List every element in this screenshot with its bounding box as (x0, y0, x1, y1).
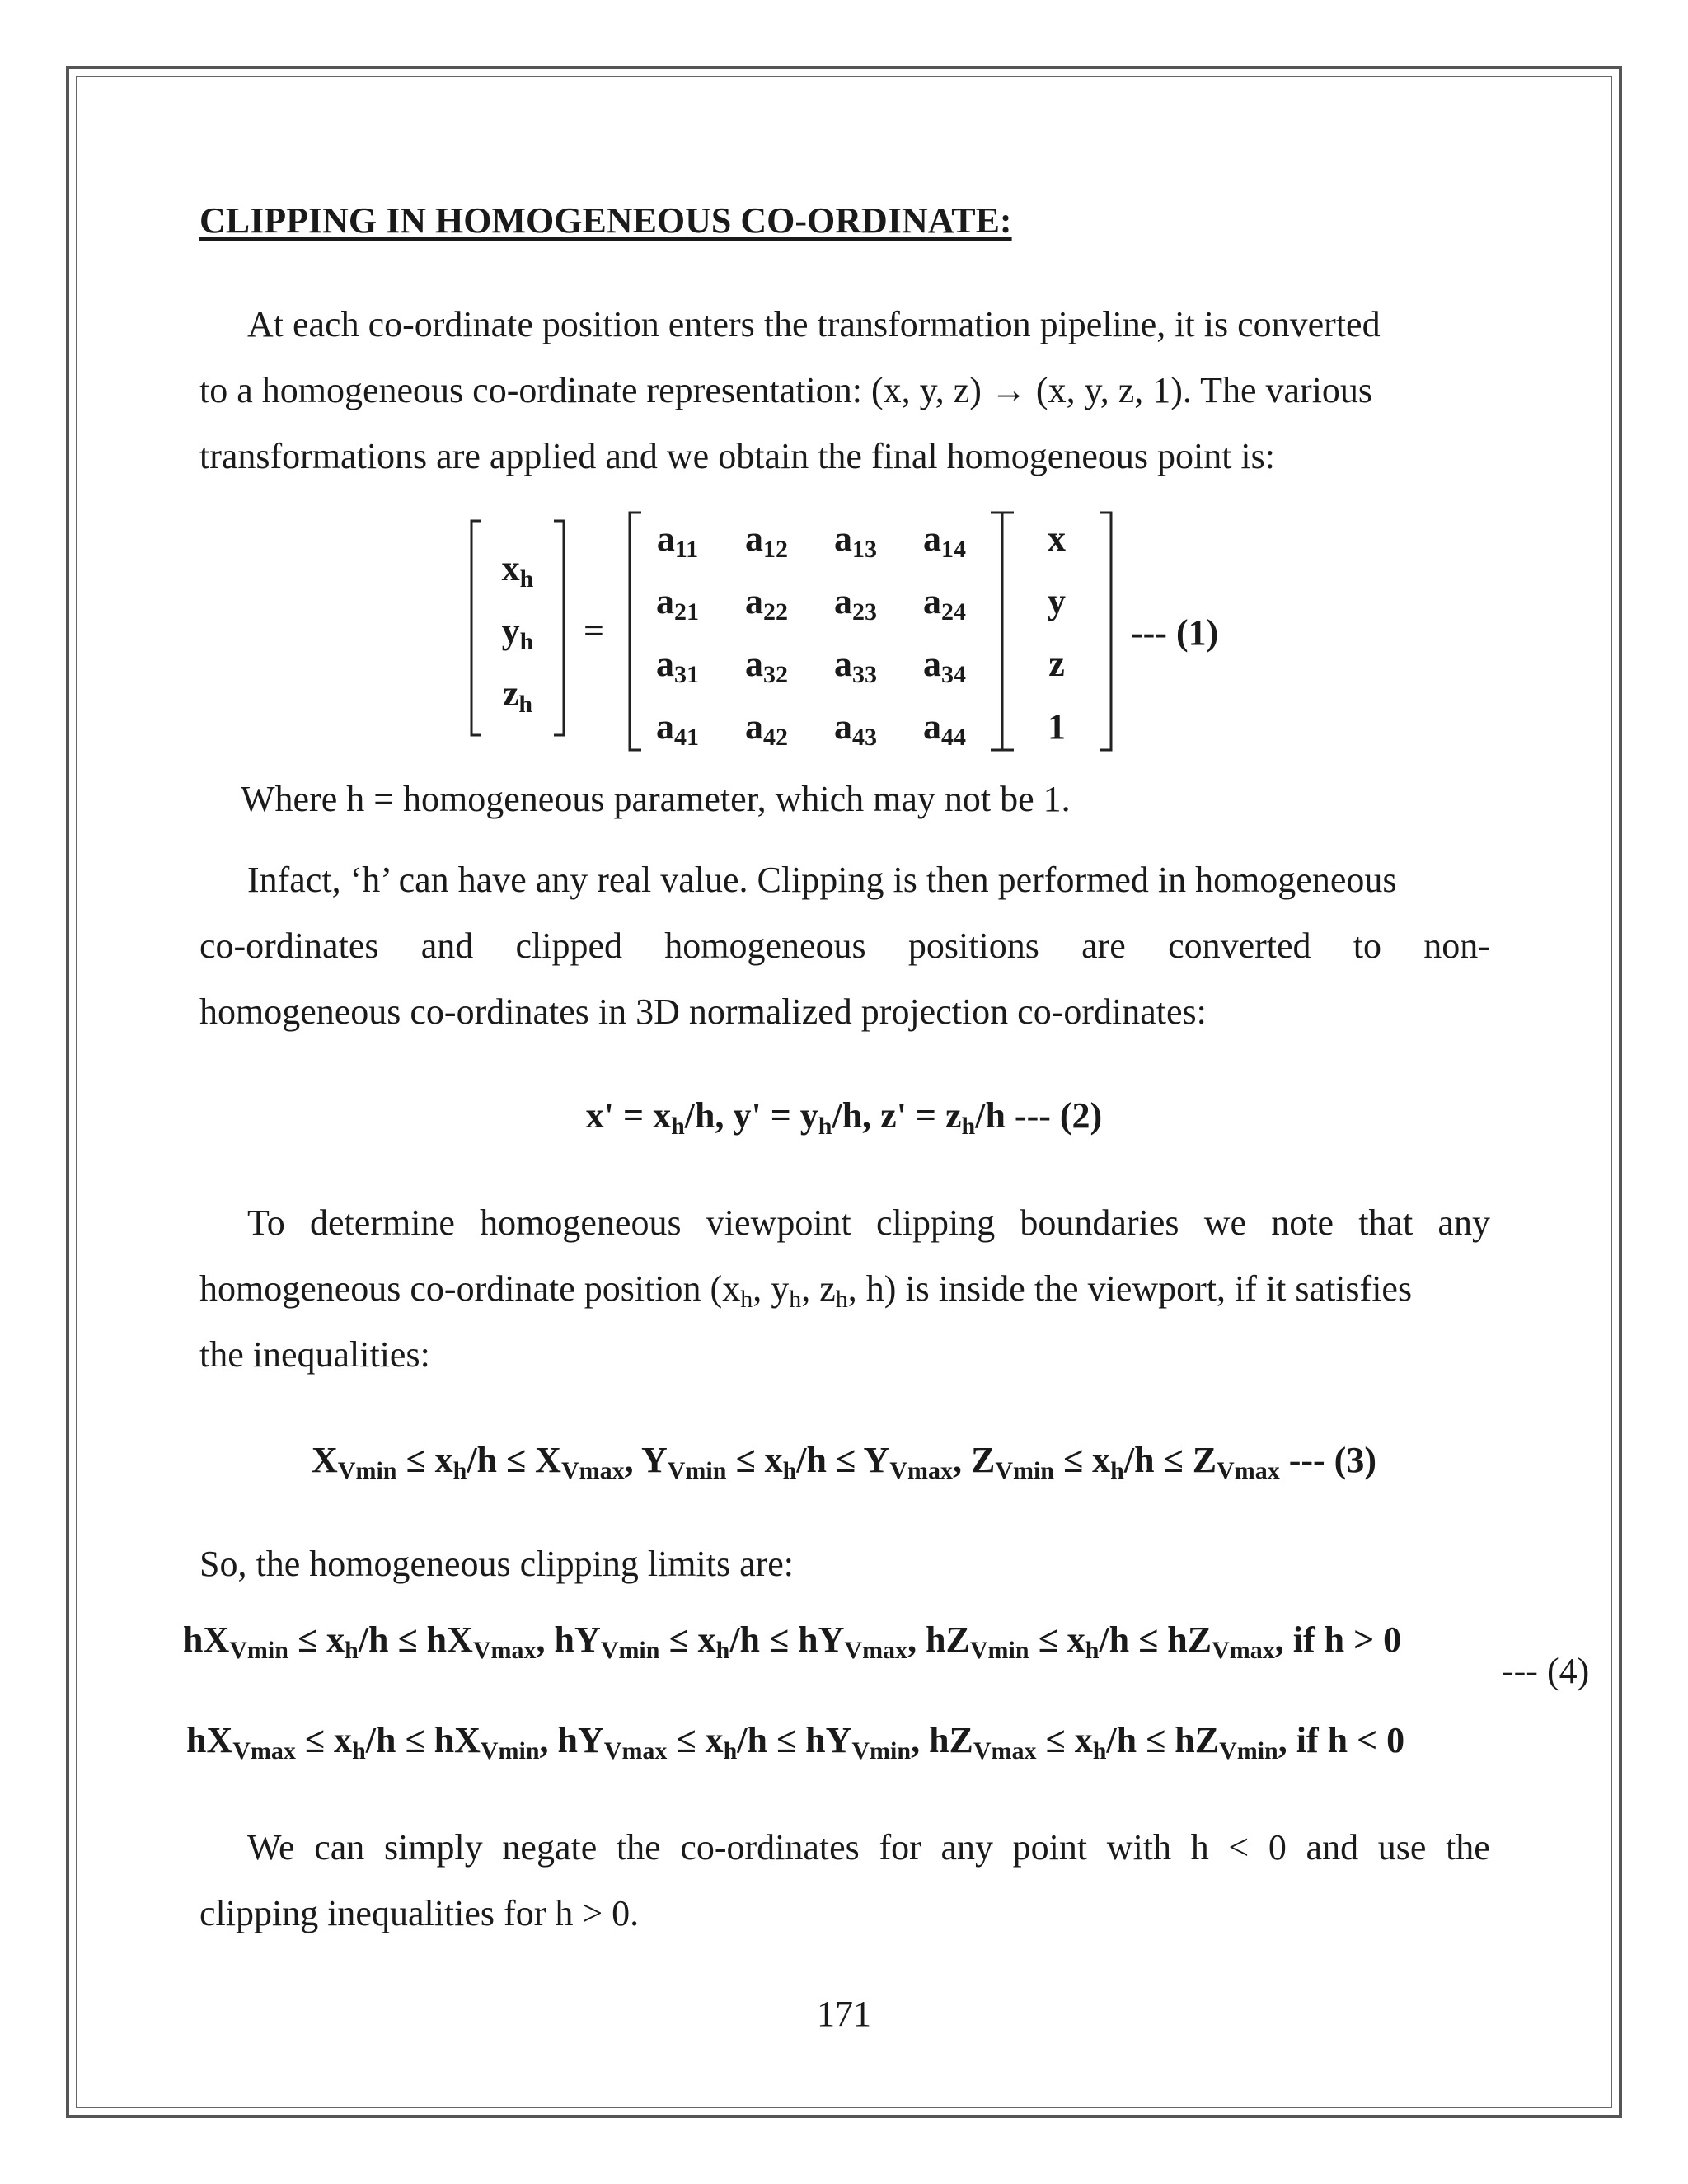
a14: $a_{14}$ (923, 518, 966, 563)
so-line: So, the homogeneous clipping limits are: (199, 1544, 795, 1584)
a43: $a_{43}$ (834, 706, 877, 751)
rhs-y: y (1048, 581, 1066, 621)
lhs-x: $x_h$ (501, 548, 534, 593)
para4-line2: clipping inequalities for h > 0. (199, 1893, 640, 1933)
page-number: 171 (817, 1994, 871, 2034)
equation-4-label: --- (4) (1502, 1651, 1590, 1691)
a41: $a_{41}$ (656, 706, 699, 751)
a24: $a_{24}$ (923, 581, 966, 626)
a23: $a_{23}$ (834, 581, 877, 626)
equation-3: $X_{Vmin} \le x_h/h \le X_{Vmax}$, $Y_{Vmin} \le x_h/h \le Y_{Vmax}$, $Z_{Vmin} \le x_h/h \le Z_{Vmax}$ --- (3) (312, 1440, 1376, 1484)
para2-line1: Infact, ‘h’ can have any real value. Clipping is then performed in homogeneous (247, 860, 1397, 900)
a34: $a_{34}$ (923, 644, 966, 688)
para2-line2: co-ordinates and clipped homogeneous positions are converted to non- (199, 926, 1490, 966)
a31: $a_{31}$ (656, 644, 699, 688)
a13: $a_{13}$ (834, 518, 877, 563)
a11: $a_{11}$ (656, 518, 699, 563)
equation-4b: $hX_{Vmax} \le x_h/h \le hX_{Vmin}$, $hY_{Vmax} \le x_h/h \le hY_{Vmin}$, $hZ_{Vmax} \le x_h/h \le hZ_{Vmin}$, if h < 0 (186, 1720, 1405, 1765)
para1-line3: transformations are applied and we obtain the final homogeneous point is: (199, 436, 1276, 476)
equation-4a: $hX_{Vmin} \le x_h/h \le hX_{Vmax}$, $hY_{Vmin} \le x_h/h \le hY_{Vmax}$, $hZ_{Vmin} \le x_h/h \le hZ_{Vmax}$, if h > 0 (183, 1619, 1402, 1664)
equals-sign: = (584, 611, 605, 651)
a32: $a_{32}$ (745, 644, 788, 688)
a33: $a_{33}$ (834, 644, 877, 688)
para1-line1: At each co-ordinate position enters the transformation pipeline, it is converted (247, 304, 1381, 344)
lhs-y: $y_h$ (501, 611, 534, 655)
equation-1-label: --- (1) (1131, 612, 1219, 653)
a42: $a_{42}$ (745, 706, 788, 751)
rhs-x: x (1048, 518, 1066, 559)
rhs-1: 1 (1048, 706, 1066, 747)
para3-line2: homogeneous co-ordinate position ($x_h$, $y_h$, $z_h$, h) is inside the viewport, if it satisfies (199, 1268, 1413, 1313)
lhs-z: $z_h$ (502, 673, 533, 718)
para2-line3: homogeneous co-ordinates in 3D normalized projection co-ordinates: (199, 991, 1207, 1032)
a12: $a_{12}$ (745, 518, 788, 563)
a21: $a_{21}$ (656, 581, 699, 626)
a44: $a_{44}$ (923, 706, 966, 751)
para3-line3: the inequalities: (199, 1334, 430, 1375)
section-heading: CLIPPING IN HOMOGENEOUS CO-ORDINATE: (199, 200, 1012, 241)
equation-2: $x' = x_h/h$, $y' = y_h/h$, $z' = z_h/h$ --- (2) (585, 1095, 1103, 1140)
para4-line1: We can simply negate the co-ordinates for any point with h < 0 and use the (247, 1827, 1490, 1868)
rhs-z: z (1048, 644, 1065, 684)
where-line: Where h = homogeneous parameter, which may not be 1. (241, 779, 1071, 819)
a22: $a_{22}$ (745, 581, 788, 626)
para1-line2: to a homogeneous co-ordinate representation: (x, y, z) → (x, y, z, 1). The various (199, 370, 1373, 410)
para3-line1: To determine homogeneous viewpoint clipping boundaries we note that any (247, 1202, 1490, 1243)
